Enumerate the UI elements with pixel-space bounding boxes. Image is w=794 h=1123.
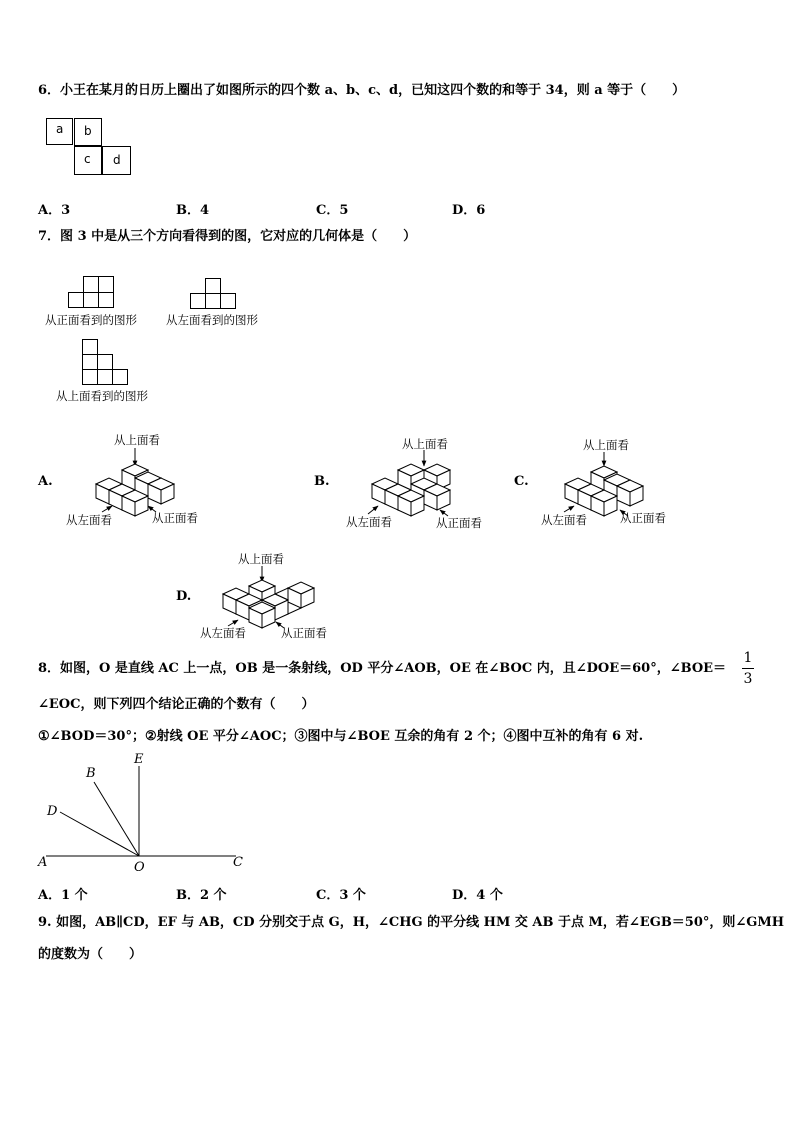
q7-option-d[interactable]: D. — [176, 589, 192, 604]
point-label-c: C — [233, 855, 243, 870]
q8-option-d[interactable]: D．4 个 — [452, 888, 503, 903]
q8-fraction-numerator: 1 — [743, 650, 753, 666]
q7-option-b[interactable]: B. — [314, 474, 330, 489]
q7c-dir-front: 从正面看 — [620, 511, 666, 525]
calendar-cell-c: c — [74, 146, 102, 175]
q7b-dir-top: 从上面看 — [402, 437, 448, 451]
q7-stem: 7．图 3 中是从三个方向看得到的图，它对应的几何体是（ ） — [38, 229, 417, 244]
q8-fraction-denominator: 3 — [743, 671, 753, 687]
point-label-e: E — [134, 752, 144, 767]
q8-conclusions: ①∠BOD＝30°；②射线 OE 平分∠AOC；③图中与∠BOE 互余的角有 2 个；④图中互补的角有 6 对. — [38, 729, 644, 744]
calendar-cell-a: a — [46, 118, 73, 145]
q7c-dir-left: 从左面看 — [541, 513, 587, 527]
q8-stem-part2: ∠EOC，则下列四个结论正确的个数有（ ） — [38, 697, 315, 712]
q7d-dir-left: 从左面看 — [200, 626, 246, 640]
calendar-cell-d: d — [102, 146, 131, 175]
q7a-dir-left: 从左面看 — [66, 513, 112, 527]
q6-option-c[interactable]: C．5 — [316, 203, 349, 218]
q7b-dir-front: 从正面看 — [436, 516, 482, 530]
q7-option-a[interactable]: A. — [38, 474, 53, 489]
q7b-dir-left: 从左面看 — [346, 515, 392, 529]
calendar-cell-b: b — [74, 118, 102, 146]
q7-left-view-label: 从左面看到的图形 — [166, 313, 258, 327]
q7a-dir-top: 从上面看 — [114, 433, 160, 447]
q6-option-b[interactable]: B．4 — [176, 203, 210, 218]
q9-stem-line2: 的度数为（ ） — [38, 947, 143, 962]
q7-front-view-figure — [68, 276, 118, 310]
q6-calendar-figure — [46, 118, 132, 176]
point-label-b: B — [86, 766, 96, 781]
q7d-dir-front: 从正面看 — [281, 626, 327, 640]
q6-option-d[interactable]: D．6 — [452, 203, 486, 218]
point-label-o: O — [134, 860, 145, 875]
q8-option-c[interactable]: C．3 个 — [316, 888, 366, 903]
q7d-dir-top: 从上面看 — [238, 552, 284, 566]
q8-option-a[interactable]: A．1 个 — [38, 888, 88, 903]
q8-angle-figure — [36, 752, 256, 877]
q7-top-view-figure — [82, 339, 132, 387]
q7a-dir-front: 从正面看 — [152, 511, 198, 525]
q7-left-view-figure — [190, 278, 240, 312]
q9-stem-line1: 9. 如图，AB∥CD，EF 与 AB，CD 分别交于点 G，H，∠CHG 的平分线 HM 交 AB 于点 M，若∠EGB＝50°，则∠GMH — [38, 915, 785, 930]
point-label-a: A — [38, 855, 48, 870]
q6-stem: 6．小王在某月的日历上圈出了如图所示的四个数 a、b、c、d，已知这四个数的和等于 34，则 a 等于（ ） — [38, 83, 686, 98]
q8-stem-part1: 8．如图，O 是直线 AC 上一点，OB 是一条射线，OD 平分∠AOB，OE 在∠BOC 内，且∠DOE＝60°，∠BOE＝ — [38, 661, 727, 676]
q7-top-view-label: 从上面看到的图形 — [56, 389, 148, 403]
q8-option-b[interactable]: B．2 个 — [176, 888, 227, 903]
q7-option-c[interactable]: C. — [514, 474, 529, 489]
point-label-d: D — [47, 804, 58, 819]
q7-front-view-label: 从正面看到的图形 — [45, 313, 137, 327]
q7c-dir-top: 从上面看 — [583, 438, 629, 452]
q6-option-a[interactable]: A．3 — [38, 203, 71, 218]
q8-fraction-bar — [742, 668, 754, 669]
